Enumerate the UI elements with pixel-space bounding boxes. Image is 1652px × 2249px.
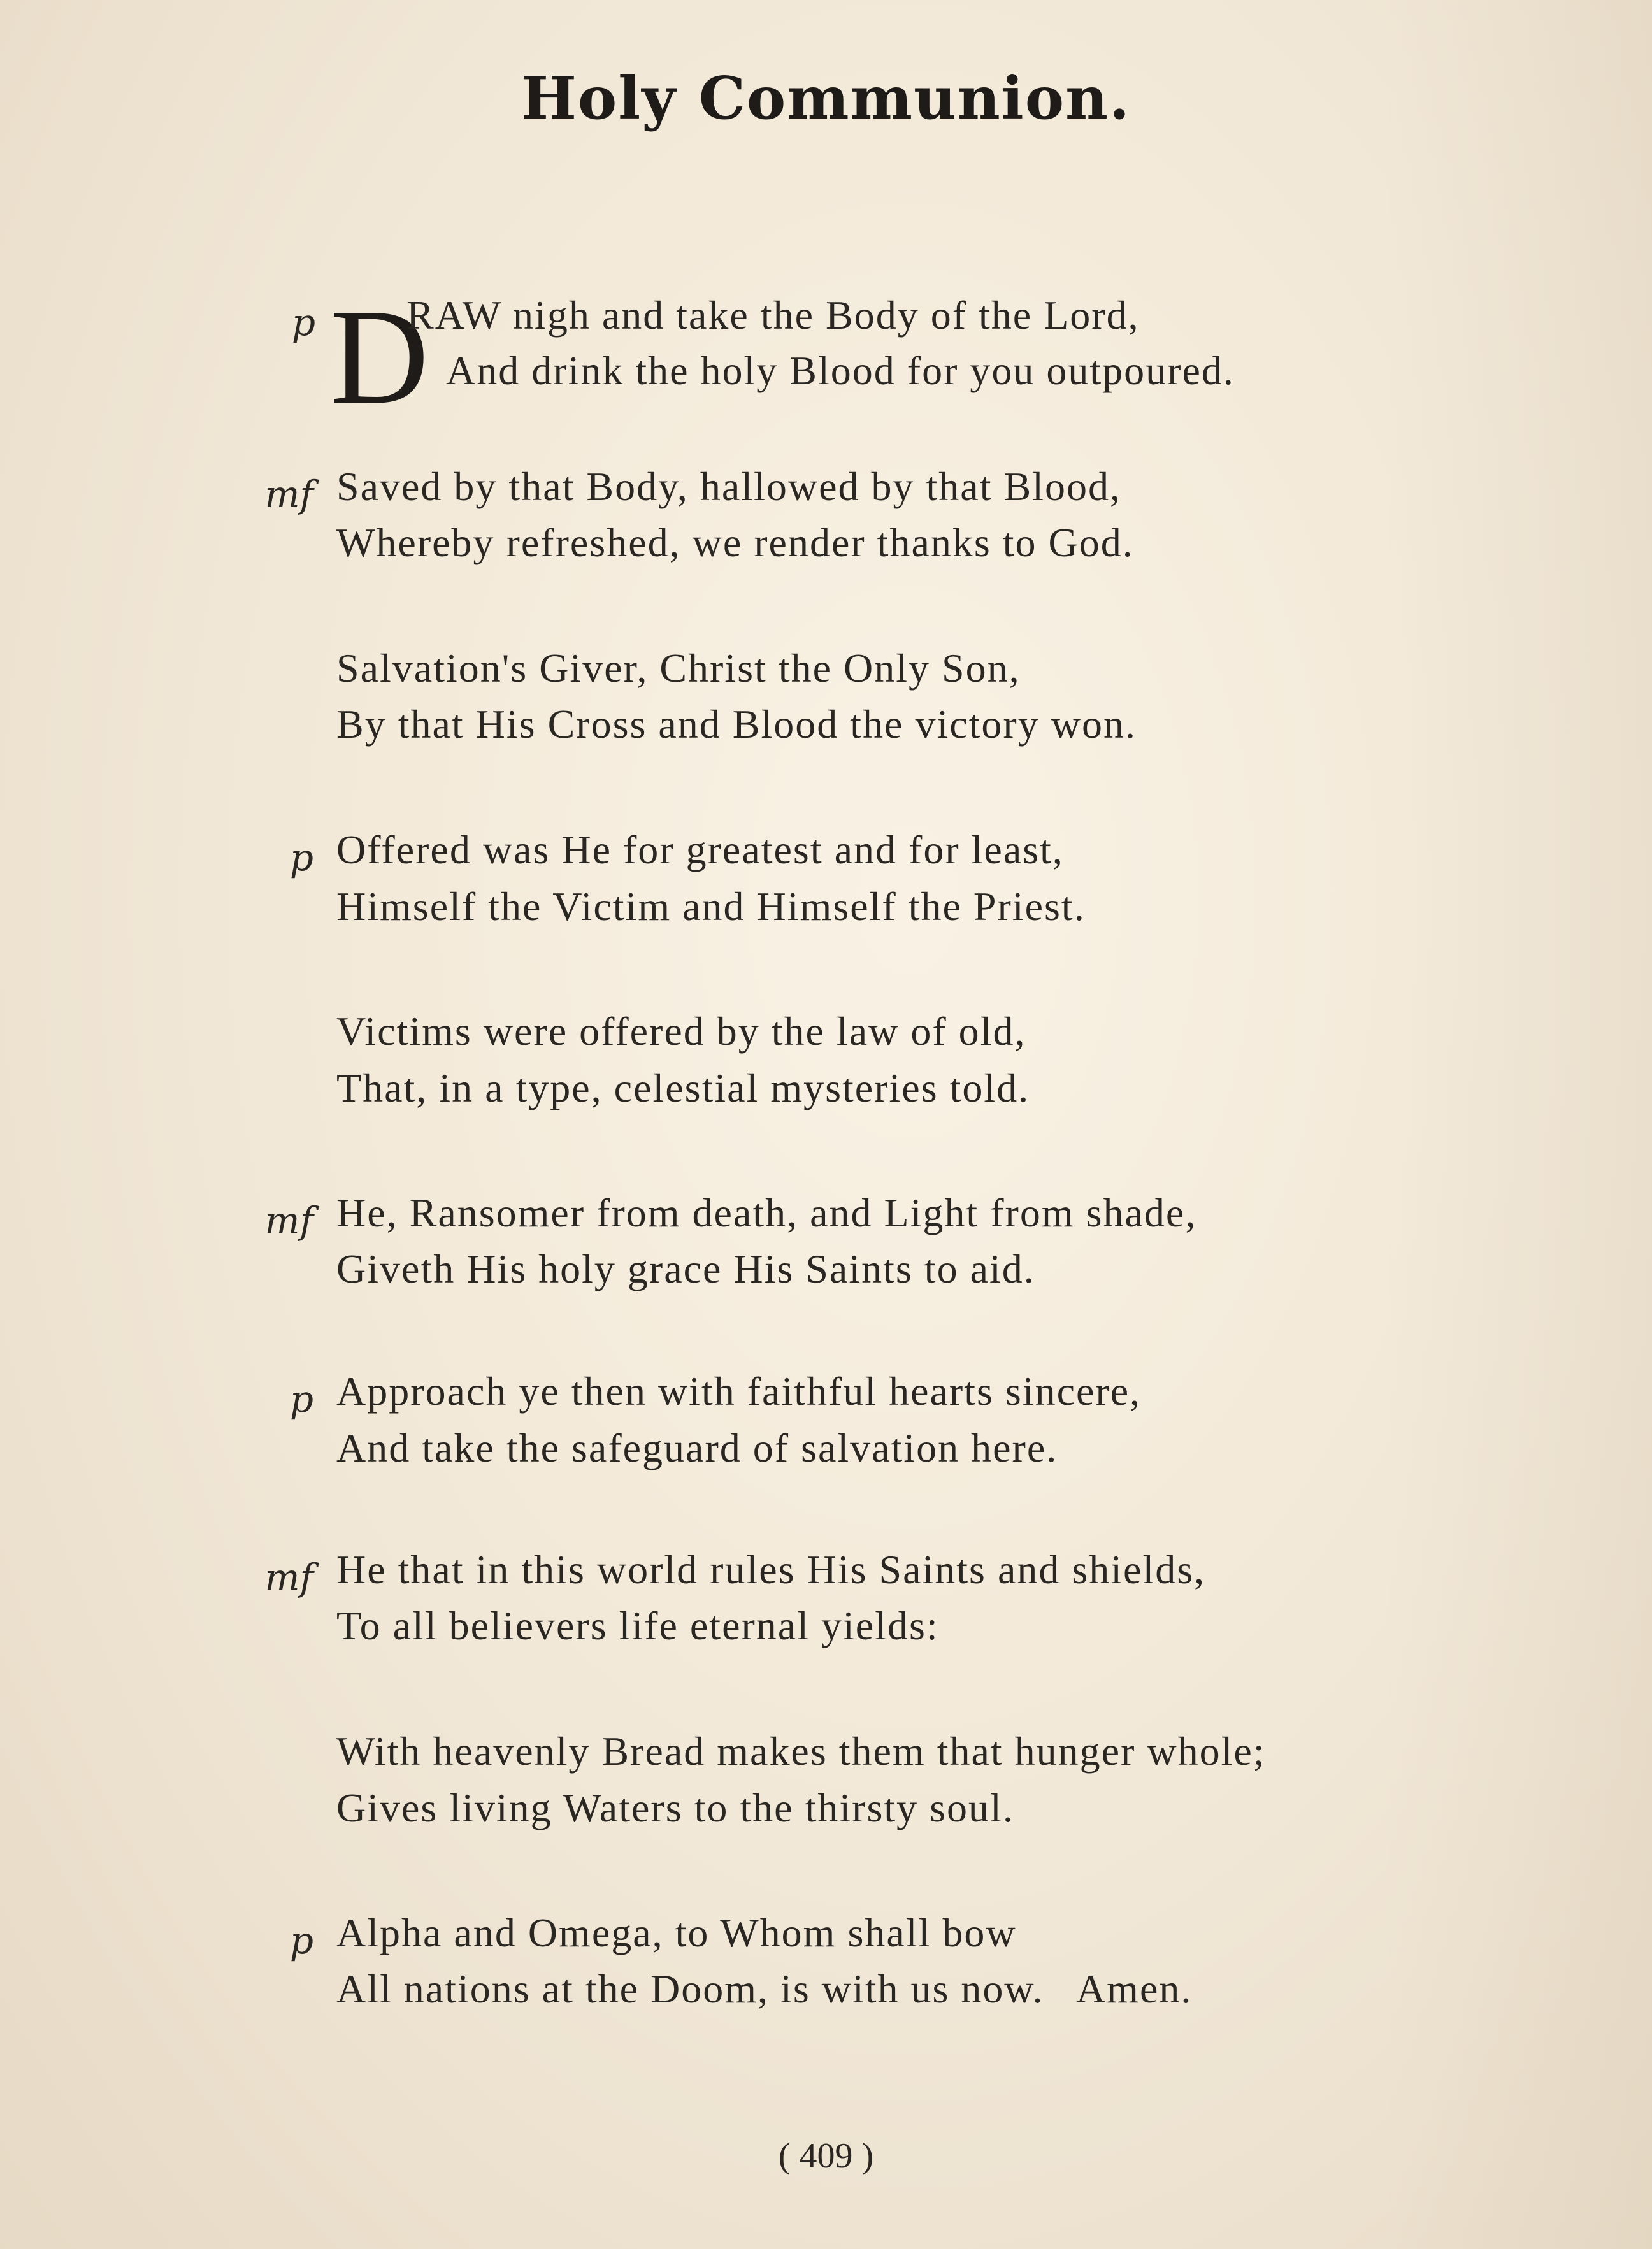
verse-line: And take the safeguard of salvation here. — [336, 1425, 1058, 1470]
verse-line: Offered was He for greatest and for least, — [336, 827, 1064, 872]
verse-line: Saved by that Body, hallowed by that Blood, — [336, 464, 1121, 509]
page-show-through — [1384, 0, 1652, 2249]
dynamic-marking: p — [291, 301, 315, 344]
verse-line: All nations at the Doom, is with us now. Amen. — [336, 1966, 1193, 2011]
verse-line: He, Ransomer from death, and Light from shade, — [336, 1190, 1197, 1235]
verse-line: With heavenly Bread makes them that hunger whole; — [336, 1728, 1266, 1774]
dynamic-marking: p — [289, 836, 313, 879]
dynamic-marking: p — [289, 1377, 313, 1421]
dynamic-marking: p — [289, 1919, 313, 1962]
verse-line: Alpha and Omega, to Whom shall bow — [336, 1910, 1017, 1955]
verse-line: Salvation's Giver, Christ the Only Son, — [336, 645, 1021, 691]
verse-line: Approach ye then with faithful hearts sincere, — [336, 1369, 1142, 1414]
dynamic-marking: mf — [264, 473, 313, 516]
verse-line: Whereby refreshed, we render thanks to God. — [336, 520, 1134, 565]
verse-line: And drink the holy Blood for you outpoured. — [446, 348, 1235, 393]
verse-line: To all believers life eternal yields: — [336, 1603, 939, 1648]
verse-line: Victims were offered by the law of old, — [336, 1009, 1026, 1054]
dynamic-marking: mf — [264, 1199, 313, 1242]
dynamic-marking: mf — [264, 1556, 313, 1599]
verse-line: He that in this world rules His Saints and shields, — [336, 1547, 1206, 1592]
page-title: Holy Communion. — [521, 64, 1131, 133]
verse-line: That, in a type, celestial mysteries told. — [336, 1065, 1030, 1110]
verse-line: By that His Cross and Blood the victory won. — [336, 701, 1137, 747]
verse-line: RAW nigh and take the Body of the Lord, — [406, 292, 1140, 338]
drop-cap: D — [330, 280, 429, 433]
verse-line: Himself the Victim and Himself the Priest. — [336, 884, 1086, 929]
verse-line: Gives living Waters to the thirsty soul. — [336, 1785, 1014, 1830]
verse-line: Giveth His holy grace His Saints to aid. — [336, 1246, 1035, 1291]
page-number: ( 409 ) — [778, 2136, 874, 2176]
